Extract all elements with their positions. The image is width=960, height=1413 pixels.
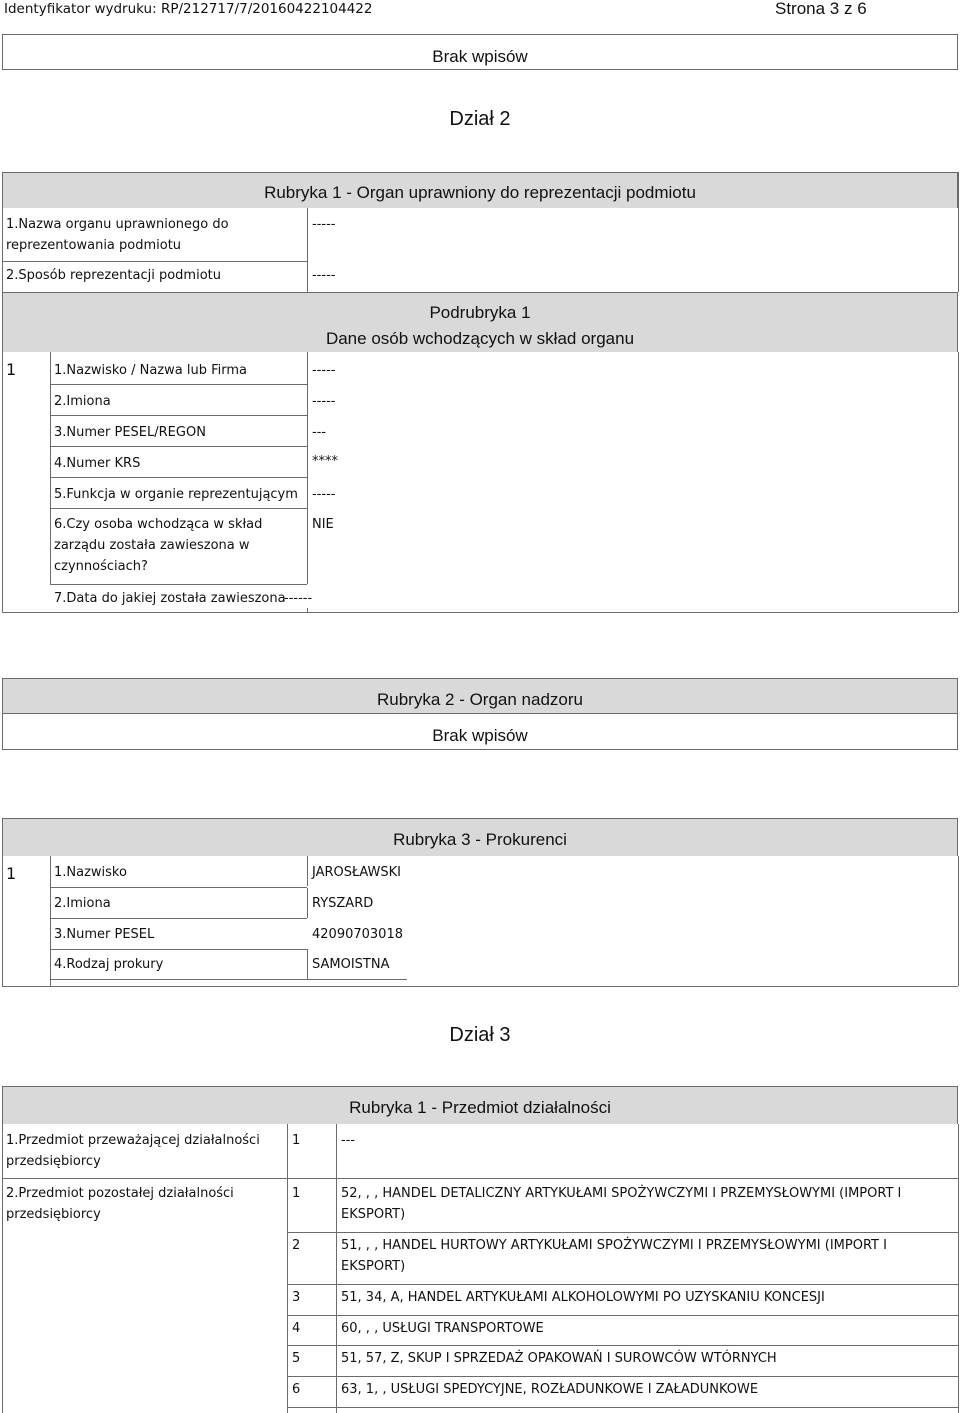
rubryka3-title: Rubryka 3 - Prokurenci — [393, 830, 567, 849]
pozostala-item-4-number: 4 — [292, 1321, 301, 1336]
rubryka3-field-1-label: 1.Nazwisko — [54, 865, 127, 880]
podrubryka-field-1-label: 1.Nazwisko / Nazwa lub Firma — [54, 363, 247, 378]
przewazajaca-label: 1.Przedmiot przeważającej działalności przedsiębiorcy — [6, 1133, 260, 1169]
podrubryka-title: Podrubryka 1 — [429, 303, 531, 322]
podrubryka-field-2-value: ----- — [312, 394, 336, 409]
pozostala-item-2-text: 51, , , HANDEL HURTOWY ARTYKUŁAMI SPOŻYWCZYMI I PRZEMYSŁOWYMI (IMPORT I EKSPORT) — [341, 1238, 887, 1274]
podrubryka-field-2-label: 2.Imiona — [54, 394, 111, 409]
rubryka3-field-2-label: 2.Imiona — [54, 896, 111, 911]
rubryka3-field-2-value: RYSZARD — [312, 896, 374, 911]
podrubryka-field-7-label: 7.Data do jakiej została zawieszona — [54, 591, 286, 606]
print-identifier: Identyfikator wydruku: RP/212717/7/20160422104422 — [4, 1, 373, 17]
rubryka1-field-1-label: 1.Nazwa organu uprawnionego do reprezentowania podmiotu — [6, 217, 229, 253]
rubryka3-field-3-label: 3.Numer PESEL — [54, 927, 155, 942]
pozostala-item-2-number: 2 — [292, 1238, 301, 1253]
rubryka3-field-4-value: SAMOISTNA — [312, 957, 390, 972]
pozostala-item-6-number: 6 — [292, 1382, 301, 1397]
podrubryka-field-3-label: 3.Numer PESEL/REGON — [54, 425, 206, 440]
page-number: Strona 3 z 6 — [775, 0, 867, 18]
top-empty-text: Brak wpisów — [432, 47, 528, 66]
podrubryka-field-7-value: ------ — [284, 591, 313, 606]
rubryka3-index: 1 — [6, 864, 17, 883]
podrubryka-field-5-value: ----- — [312, 487, 336, 502]
przewazajaca-item-1-text: --- — [341, 1133, 356, 1148]
pozostala-item-5-text: 51, 57, Z, SKUP I SPRZEDAŻ OPAKOWAŃ I SUROWCÓW WTÓRNYCH — [341, 1351, 777, 1366]
podrubryka-field-4-label: 4.Numer KRS — [54, 456, 141, 471]
podrubryka-index: 1 — [6, 360, 17, 379]
przewazajaca-item-1-number: 1 — [292, 1133, 301, 1148]
pozostala-item-1-number: 1 — [292, 1186, 301, 1201]
podrubryka-field-3-value: --- — [312, 425, 327, 440]
rubryka1-field-2-value: ----- — [312, 268, 336, 283]
podrubryka-field-4-value: **** — [312, 454, 338, 469]
pozostala-item-4-text: 60, , , USŁUGI TRANSPORTOWE — [341, 1321, 544, 1336]
rubryka1-field-2-label: 2.Sposób reprezentacji podmiotu — [6, 268, 221, 283]
pozostala-item-1-text: 52, , , HANDEL DETALICZNY ARTYKUŁAMI SPOŻYWCZYMI I PRZEMYSŁOWYMI (IMPORT I EKSPORT) — [341, 1186, 902, 1222]
dzial2-title: Dział 2 — [449, 108, 511, 130]
podrubryka-field-6-label: 6.Czy osoba wchodząca w skład zarządu została zawieszona w czynnościach? — [54, 517, 263, 574]
rubryka2-text: Brak wpisów — [432, 726, 528, 745]
podrubryka-subtitle: Dane osób wchodzących w skład organu — [325, 329, 635, 348]
pozostala-label: 2.Przedmiot pozostałej działalności przedsiębiorcy — [6, 1186, 234, 1222]
podrubryka-field-5-label: 5.Funkcja w organie reprezentującym — [54, 487, 298, 502]
rubryka2-title: Rubryka 2 - Organ nadzoru — [377, 690, 583, 709]
dzial3-title: Dział 3 — [449, 1024, 511, 1046]
rubryka1-field-1-value: ----- — [312, 217, 336, 232]
dzial3-rubryka1-title: Rubryka 1 - Przedmiot działalności — [349, 1098, 611, 1117]
pozostala-item-5-number: 5 — [292, 1351, 301, 1366]
rubryka3-field-4-label: 4.Rodzaj prokury — [54, 957, 164, 972]
rubryka1-title: Rubryka 1 - Organ uprawniony do reprezentacji podmiotu — [264, 183, 696, 202]
podrubryka-field-6-value: NIE — [312, 517, 334, 532]
rubryka3-field-3-value: 42090703018 — [312, 927, 403, 942]
pozostala-item-6-text: 63, 1, , USŁUGI SPEDYCYJNE, ROZŁADUNKOWE I ZAŁADUNKOWE — [341, 1382, 759, 1397]
pozostala-item-3-text: 51, 34, A, HANDEL ARTYKUŁAMI ALKOHOLOWYMI PO UZYSKANIU KONCESJI — [341, 1290, 825, 1305]
podrubryka-field-1-value: ----- — [312, 363, 336, 378]
rubryka3-field-1-value: JAROSŁAWSKI — [312, 865, 401, 880]
pozostala-item-3-number: 3 — [292, 1290, 301, 1305]
